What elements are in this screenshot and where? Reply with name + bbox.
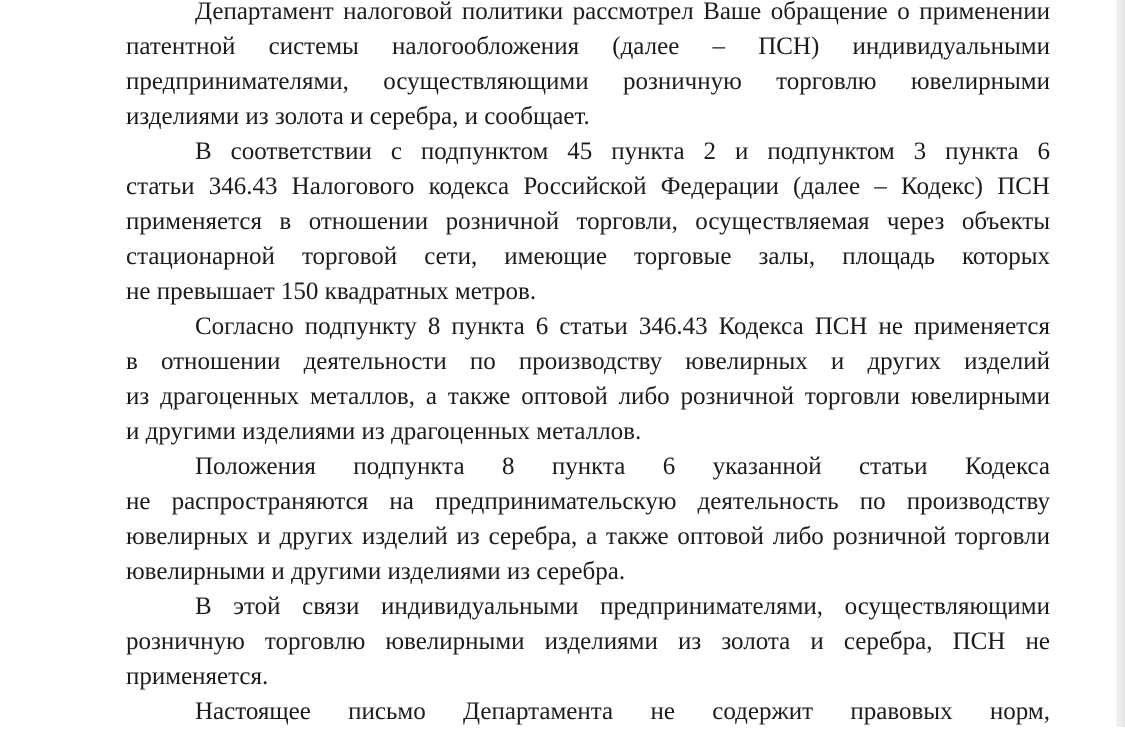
paragraph-disclaimer — [57, 694, 1050, 729]
text-line: статьи 346.43 Налогового кодекса Российской Федерации (далее – Кодекс) ПСН — [126, 173, 1050, 200]
text-line: розничную торговлю ювелирными изделиями из золота и серебра, ПСН не — [126, 628, 1050, 655]
text-line: стационарной торговой сети, имеющие торговые залы, площадь которых — [126, 243, 1050, 270]
text-line: В этой связи индивидуальными предпринимателями, осуществляющими — [195, 593, 1050, 620]
text-line: Департамент налоговой политики рассмотрел Ваше обращение о применении — [195, 0, 1050, 25]
paragraph-silver-exception — [57, 449, 1050, 589]
text-line: изделиями из золота и серебра, и сообщает. — [126, 103, 590, 130]
page-edge-shadow — [1116, 0, 1125, 727]
text-line: ювелирными и другими изделиями из серебра. — [126, 558, 626, 585]
paragraph-restriction — [57, 309, 1050, 449]
text-line: из драгоценных металлов, а также оптовой либо розничной торговли ювелирными — [126, 383, 1050, 410]
text-line: патентной системы налогообложения (далее – ПСН) индивидуальными — [126, 33, 1050, 60]
text-line: предпринимателями, осуществляющими розничную торговлю ювелирными — [126, 68, 1050, 95]
text-line: применяется. — [126, 663, 269, 690]
text-line: Положения подпункта 8 пункта 6 указанной статьи Кодекса — [195, 453, 1050, 480]
letter-body — [57, 0, 1050, 729]
text-line: Согласно подпункту 8 пункта 6 статьи 346.43 Кодекса ПСН не применяется — [195, 313, 1050, 340]
text-line: и другими изделиями из драгоценных металлов. — [126, 418, 642, 445]
paragraph-code-reference — [57, 134, 1050, 309]
text-line: не распространяются на предпринимательскую деятельность по производству — [126, 488, 1050, 515]
paragraph-conclusion — [57, 589, 1050, 694]
text-line: В соответствии с подпунктом 45 пункта 2 и подпунктом 3 пункта 6 — [195, 138, 1050, 165]
paragraph-intro — [57, 0, 1050, 134]
text-line: не превышает 150 квадратных метров. — [126, 278, 537, 305]
text-line: в отношении деятельности по производству ювелирных и других изделий — [126, 348, 1050, 375]
text-line: ювелирных и других изделий из серебра, а также оптовой либо розничной торговли — [126, 523, 1050, 550]
text-line: Настоящее письмо Департамента не содержит правовых норм, — [195, 698, 1050, 725]
text-line: применяется в отношении розничной торговли, осуществляемая через объекты — [126, 208, 1050, 235]
